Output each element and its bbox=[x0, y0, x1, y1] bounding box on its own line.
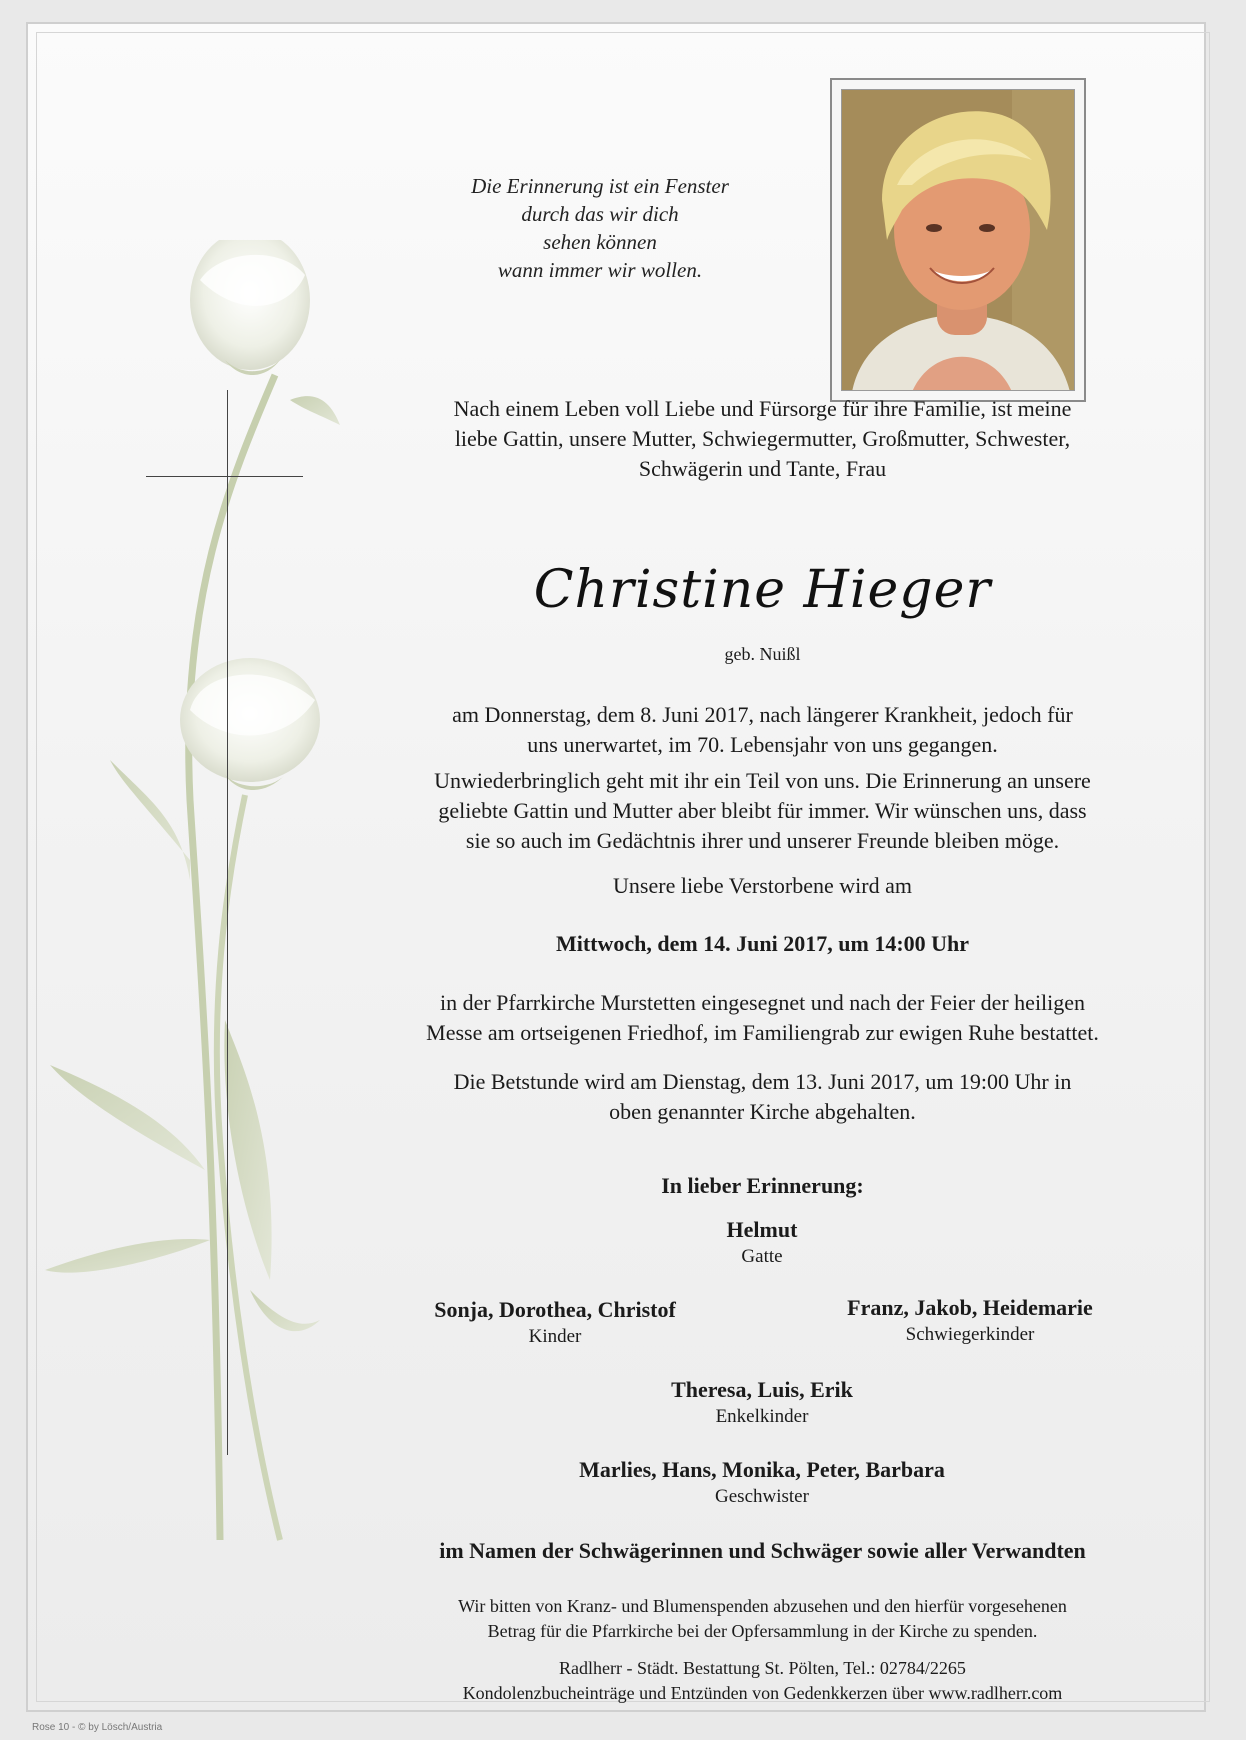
prayer-line: oben genannter Kirche abgehalten. bbox=[609, 1099, 916, 1124]
cross-horizontal-line bbox=[146, 476, 303, 477]
intro-line: Schwägerin und Tante, Frau bbox=[638, 456, 887, 481]
cross-vertical-line bbox=[227, 390, 228, 1455]
death-notice-line: uns unerwartet, im 70. Lebensjahr von uns gegangen. bbox=[527, 732, 998, 757]
funeral-details bbox=[350, 988, 1175, 1048]
design-credit: Rose 10 - © by Lösch/Austria bbox=[32, 1722, 163, 1733]
mourner-role: Enkelkinder bbox=[715, 1406, 809, 1427]
prayer-line: Die Betstunde wird am Dienstag, dem 13. Juni 2017, um 19:00 Uhr in bbox=[453, 1069, 1072, 1094]
quote-line: sehen können bbox=[543, 230, 657, 254]
donation-line: Wir bitten von Kranz- und Blumenspenden abzusehen und den hierfür vorgesehenen bbox=[458, 1596, 1067, 1616]
funeral-date: Mittwoch, dem 14. Juni 2017, um 14:00 Uhr bbox=[555, 931, 970, 956]
portrait-frame bbox=[830, 78, 1086, 402]
death-notice bbox=[350, 700, 1175, 760]
mourner-siblings bbox=[512, 1456, 1012, 1510]
quote-line: durch das wir dich bbox=[521, 202, 679, 226]
mourner-role: Gatte bbox=[741, 1246, 783, 1267]
quote-line: Die Erinnerung ist ein Fenster bbox=[471, 174, 729, 198]
mourner-names: Sonja, Dorothea, Christof bbox=[434, 1297, 676, 1322]
mourner-spouse bbox=[612, 1216, 912, 1270]
donation-line: Betrag für die Pfarrkirche bei der Opfersammlung in der Kirche zu spenden. bbox=[487, 1621, 1038, 1641]
memorial-quote bbox=[400, 172, 800, 284]
remembrance-line: Unwiederbringlich geht mit ihr ein Teil von uns. Die Erinnerung an unsere bbox=[434, 768, 1091, 793]
funeral-lead: Unsere liebe Verstorbene wird am bbox=[613, 873, 912, 898]
mourner-names: Theresa, Luis, Erik bbox=[671, 1377, 853, 1402]
portrait-photo bbox=[841, 89, 1075, 391]
funeral-line: Messe am ortseigenen Friedhof, im Familiengrab zur ewigen Ruhe bestattet. bbox=[426, 1020, 1099, 1045]
quote-line: wann immer wir wollen. bbox=[497, 258, 703, 282]
intro-line: liebe Gattin, unsere Mutter, Schwiegermutter, Großmutter, Schwester, bbox=[454, 426, 1071, 451]
white-rose-illustration bbox=[40, 240, 370, 1560]
remembrance-text bbox=[350, 766, 1175, 856]
intro-text bbox=[350, 394, 1175, 484]
remembrance-line: geliebte Gattin und Mutter aber bleibt für immer. Wir wünschen uns, dass bbox=[438, 798, 1087, 823]
deceased-name: Christine Hieger bbox=[533, 560, 992, 620]
undertaker-line: Kondolenzbucheinträge und Entzünden von Gedenkkerzen über www.radlherr.com bbox=[462, 1683, 1063, 1703]
remembrance-line: sie so auch im Gedächtnis ihrer und unserer Freunde bleiben möge. bbox=[465, 828, 1060, 853]
mourner-role: Geschwister bbox=[715, 1486, 809, 1507]
mourner-names: Helmut bbox=[726, 1217, 798, 1242]
mourner-in-laws bbox=[800, 1294, 1140, 1348]
mourners-heading: In lieber Erinnerung: bbox=[661, 1173, 864, 1198]
undertaker-line: Radlherr - Städt. Bestattung St. Pölten, Tel.: 02784/2265 bbox=[559, 1658, 966, 1678]
mourner-grandchildren bbox=[612, 1376, 912, 1430]
death-notice-line: am Donnerstag, dem 8. Juni 2017, nach längerer Krankheit, jedoch für bbox=[452, 702, 1073, 727]
intro-line: Nach einem Leben voll Liebe und Fürsorge für ihre Familie, ist meine bbox=[453, 396, 1072, 421]
prayer-hour bbox=[350, 1067, 1175, 1127]
portrait-image bbox=[842, 90, 1075, 391]
mourner-names: Marlies, Hans, Monika, Peter, Barbara bbox=[579, 1457, 945, 1482]
relatives-line: im Namen der Schwägerinnen und Schwäger sowie aller Verwandten bbox=[439, 1538, 1086, 1563]
birth-name: geb. Nuißl bbox=[724, 644, 801, 664]
undertaker-info bbox=[350, 1656, 1175, 1706]
funeral-line: in der Pfarrkirche Murstetten eingesegnet und nach der Feier der heiligen bbox=[439, 990, 1086, 1015]
mourner-role: Schwiegerkinder bbox=[905, 1324, 1035, 1345]
mourner-role: Kinder bbox=[528, 1326, 582, 1347]
mourner-names: Franz, Jakob, Heidemarie bbox=[847, 1295, 1093, 1320]
donation-note bbox=[350, 1594, 1175, 1644]
mourner-children bbox=[385, 1296, 725, 1350]
